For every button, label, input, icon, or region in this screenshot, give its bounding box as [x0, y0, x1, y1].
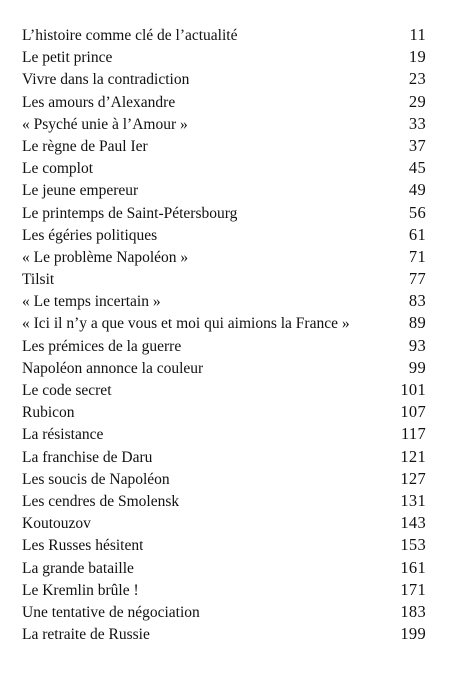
toc-entry — [22, 579, 426, 601]
toc-entry-page: 131 — [400, 490, 426, 510]
toc-entry — [22, 623, 426, 645]
toc-entry-page: 153 — [400, 535, 426, 555]
toc-entry-page: 199 — [400, 624, 426, 644]
toc-entry-page: 77 — [408, 269, 426, 289]
toc-entry — [22, 379, 426, 401]
toc-entry-page: 121 — [400, 446, 426, 466]
toc-entry-page: 29 — [408, 91, 426, 111]
toc-entry — [22, 224, 426, 246]
toc-entry — [22, 468, 426, 490]
toc-entry-title: Les amours d’Alexandre — [22, 93, 176, 111]
toc-entry-title: Le Kremlin brûle ! — [22, 581, 139, 599]
toc-entry-title: « Le temps incertain » — [22, 293, 161, 311]
toc-entry — [22, 91, 426, 113]
toc-entry-page: 37 — [408, 135, 426, 155]
toc-entry-title: Le complot — [22, 160, 94, 178]
toc-entry-page: 161 — [400, 557, 426, 577]
toc-entry-title: La grande bataille — [22, 559, 134, 577]
toc-entry-title: Le jeune empereur — [22, 182, 139, 200]
toc-entry — [22, 157, 426, 179]
toc-entry-page: 143 — [400, 513, 426, 533]
toc-entry-page: 93 — [408, 335, 426, 355]
toc-entry-page: 101 — [400, 380, 426, 399]
toc-entry — [22, 357, 426, 379]
toc-entry — [22, 557, 426, 579]
toc-entry-title: Le printemps de Saint-Pétersbourg — [22, 204, 238, 222]
toc-entry-page: 11 — [409, 25, 426, 44]
table-of-contents — [22, 24, 426, 645]
toc-entry — [22, 534, 426, 556]
toc-entry-title: « Psyché unie à l’Amour » — [22, 115, 188, 133]
toc-entry-page: 49 — [408, 180, 426, 200]
toc-entry-page: 19 — [408, 47, 426, 67]
toc-entry-page: 107 — [400, 402, 426, 422]
toc-entry — [22, 312, 426, 334]
toc-entry — [22, 290, 426, 312]
toc-entry-title: Koutouzov — [22, 515, 91, 533]
toc-entry — [22, 601, 426, 623]
toc-entry-title: La retraite de Russie — [22, 626, 150, 644]
toc-entry — [22, 490, 426, 512]
toc-entry-page: 45 — [408, 158, 426, 178]
toc-entry-page: 89 — [408, 313, 426, 333]
toc-entry-page: 117 — [400, 424, 426, 444]
toc-entry-title: Les égéries politiques — [22, 226, 158, 244]
toc-entry-title: Le règne de Paul Ier — [22, 137, 148, 155]
toc-entry-title: Les prémices de la guerre — [22, 337, 182, 355]
toc-entry — [22, 512, 426, 534]
toc-entry-title: « Le problème Napoléon » — [22, 248, 189, 266]
toc-entry — [22, 113, 426, 135]
toc-entry-title: Rubicon — [22, 404, 75, 422]
toc-entry-title: Les cendres de Smolensk — [22, 492, 180, 510]
toc-entry-title: Les Russes hésitent — [22, 537, 144, 555]
toc-entry — [22, 202, 426, 224]
toc-entry — [22, 24, 426, 46]
toc-entry — [22, 46, 426, 68]
toc-entry-title: Une tentative de négociation — [22, 603, 200, 621]
toc-entry — [22, 268, 426, 290]
toc-entry — [22, 179, 426, 201]
toc-entry-page: 56 — [408, 202, 426, 222]
toc-entry-title: L’histoire comme clé de l’actualité — [22, 27, 238, 44]
toc-entry-title: Vivre dans la contradiction — [22, 71, 190, 89]
toc-entry-page: 23 — [408, 69, 426, 89]
toc-entry-title: « Ici il n’y a que vous et moi qui aimions la France » — [22, 315, 350, 333]
toc-entry-page: 99 — [408, 357, 426, 377]
toc-entry-page: 61 — [408, 224, 426, 244]
toc-entry-page: 83 — [408, 291, 426, 311]
toc-entry-title: Le code secret — [22, 382, 112, 399]
toc-entry-page: 183 — [400, 601, 426, 621]
toc-entry-page: 33 — [408, 113, 426, 133]
toc-entry-page: 127 — [400, 468, 426, 488]
toc-entry — [22, 246, 426, 268]
toc-entry — [22, 446, 426, 468]
toc-entry-title: La franchise de Daru — [22, 448, 153, 466]
toc-entry — [22, 401, 426, 423]
toc-entry-title: La résistance — [22, 426, 104, 444]
toc-entry-page: 171 — [400, 579, 426, 599]
toc-entry-title: Tilsit — [22, 271, 55, 289]
toc-entry — [22, 335, 426, 357]
toc-entry-title: Napoléon annonce la couleur — [22, 359, 204, 377]
toc-entry-title: Les soucis de Napoléon — [22, 470, 170, 488]
toc-entry — [22, 135, 426, 157]
toc-entry — [22, 423, 426, 445]
toc-entry-title: Le petit prince — [22, 49, 113, 67]
toc-entry-page: 71 — [408, 246, 426, 266]
toc-entry — [22, 68, 426, 90]
